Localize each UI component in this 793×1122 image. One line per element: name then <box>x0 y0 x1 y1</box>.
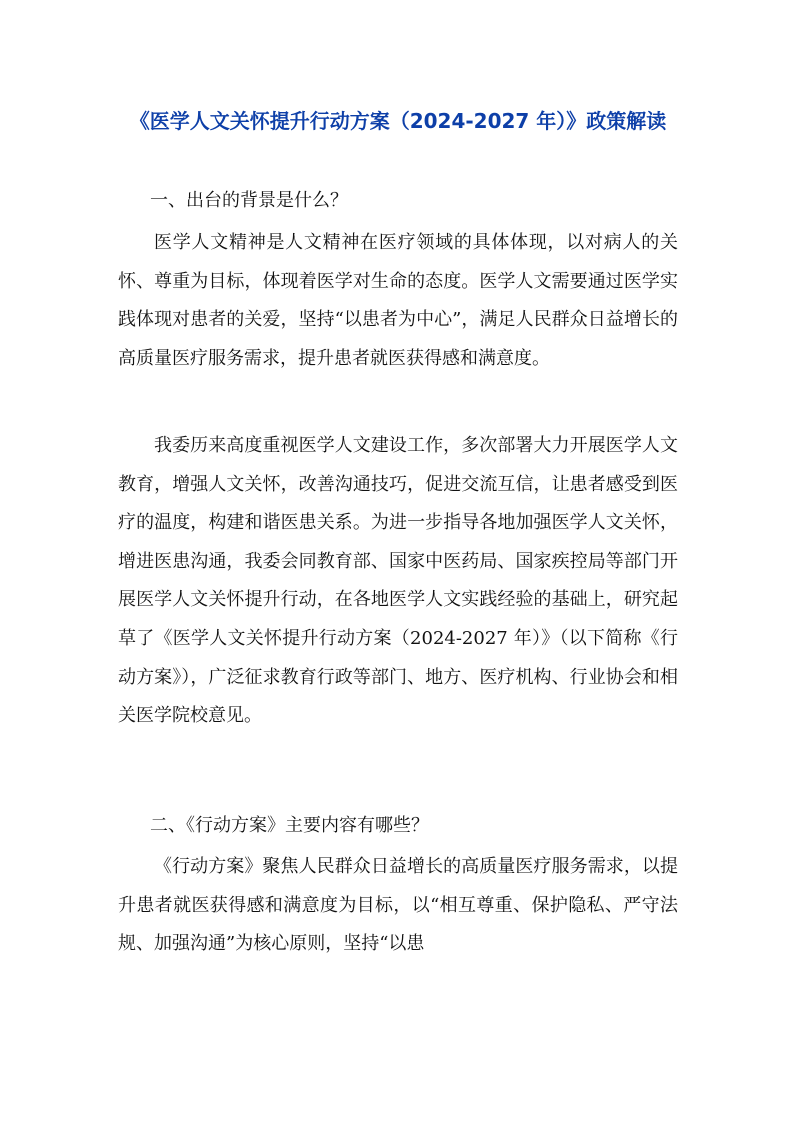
paragraph-background-2: 我委历来高度重视医学人文建设工作，多次部署大力开展医学人文教育，增强人文关怀，改善沟通技巧，促进交流互信，让患者感受到医疗的温度，构建和谐医患关系。为进一步指导各地加强医学人文关怀，增进医患沟通，我委会同教育部、国家中医药局、国家疾控局等部门开展医学人文关怀提升行动，在各地医学人文实践经验的基础上，研究起草了《医学人文关怀提升行动方案（2024-2027 年）》（以下简称《行动方案》），广泛征求教育行政等部门、地方、医疗机构、行业协会和相关医学院校意见。 <box>118 435 678 727</box>
paragraph-main-content-1: 《行动方案》聚焦人民群众日益增长的高质量医疗服务需求，以提升患者就医获得感和满意度为目标，以“相互尊重、保护隐私、严守法规、加强沟通”为核心原则，坚持“以患 <box>118 856 678 955</box>
paragraph-background-1: 医学人文精神是人文精神在医疗领域的具体体现，以对病人的关怀、尊重为目标，体现着医学对生命的态度。医学人文需要通过医学实践体现对患者的关爱，坚持“以患者为中心”，满足人民群众日益增长的高质量医疗服务需求，提升患者就医获得感和满意度。 <box>118 232 678 369</box>
section-heading-main-content: 二、《行动方案》主要内容有哪些？ <box>150 815 429 836</box>
section-heading-background: 一、出台的背景是什么？ <box>150 190 348 211</box>
document-title: 《医学人文关怀提升行动方案（2024-2027 年）》政策解读 <box>129 109 667 133</box>
